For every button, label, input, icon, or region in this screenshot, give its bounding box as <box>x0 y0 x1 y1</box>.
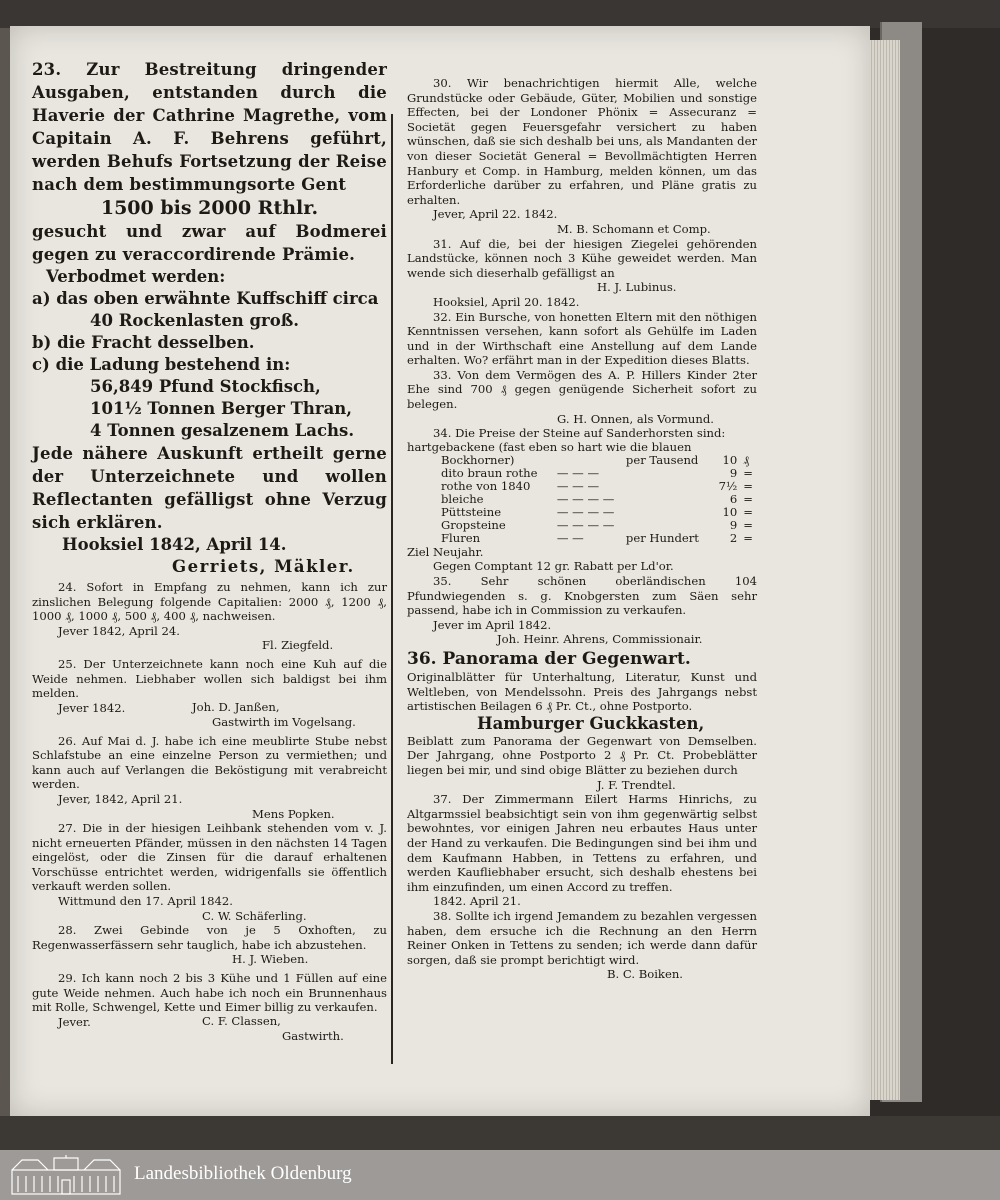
ad-36-text-b: Beiblatt zum Panorama der Gegenwart von Demselben. Der Jahrgang, ohne Postporto 2 ₰ Pr. Ct. Probeblätter liegen bei mir, und sind obige Blätter zu beziehen durch <box>407 733 757 777</box>
price-unit <box>626 506 714 519</box>
price-row <box>441 493 755 506</box>
price-value: 10 <box>722 504 738 519</box>
ad-35-date: Jever im April 1842. <box>433 617 552 632</box>
price-unit: per Tausend <box>625 452 699 467</box>
ad-26-signature: Mens Popken. <box>252 806 335 821</box>
scan-background-bottom <box>0 1116 1000 1150</box>
price-item-name: Püttsteine <box>441 504 502 519</box>
price-row <box>441 467 755 480</box>
ad-36-text: Originalblätter für Unterhaltung, Literatur, Kunst und Weltleben, von Mendelssohn. Preis des Jahrgangs nebst artistischen Beilagen 6 ₰ Pr. Ct., ohne Postporto. <box>407 670 757 714</box>
price-suffix: = <box>743 504 753 519</box>
ad-37-text: 37. Der Zimmermann Eilert Harms Hinrichs, zu Altgarmssiel beabsichtigt sein von ihm gegenwärtig selbst bewohntes, vor einigen Jahren neu erbautes Haus unter der Hand zu verkaufen. Die Bedingungen sind bei ihm und dem Kaufmann Habben, in Tettens zu erfahren, und werden Kaufliebhaber ersucht, sich deshalb ehestens bei ihm einzufinden, um einen Accord zu treffen. <box>407 792 757 894</box>
price-dashes: — — — — <box>556 517 615 532</box>
ad-23-text: 23. Zur Bestreitung dringender Ausgaben, entstanden durch die Haverie der Cathrine Magrethe, vom Capitain A. F. Behrens geführt, werden Behufs Fortsetzung der Reise nach dem bestimmungsorte Gent <box>32 60 387 194</box>
price-item-name: Gropsteine <box>441 517 506 532</box>
ad-38-text: 38. Sollte ich irgend Jemandem zu bezahlen vergessen haben, dem ersuche ich die Rechnung an den Herrn Reiner Onken in Tettens zu senden; ich werde dann dafür sorgen, daß sie prompt berichtigt wird. <box>407 908 757 967</box>
price-value: 6 <box>729 491 738 506</box>
ad-27-text: 27. Die in der hiesigen Leihbank stehenden vom v. J. nicht erneuerten Pfänder, müssen in den nächsten 14 Tagen eingelöst, oder die Zinsen für die darauf erhaltenen Vorschüsse entrichtet werden, widrigenfalls sie öffentlich verkauft werden sollen. <box>32 821 387 894</box>
ad-23-text-b: gesucht und zwar auf Bodmerei gegen zu veraccordirende Prämie. <box>32 222 387 264</box>
ad-23-item-a2: 40 Rockenlasten groß. <box>90 311 300 330</box>
price-item-name: rothe von 1840 <box>441 478 531 493</box>
ad-30-signature: M. B. Schomann et Comp. <box>557 221 711 236</box>
ad-25-signature-2: Gastwirth im Vogelsang. <box>212 714 356 729</box>
ad-23-item-c: c) die Ladung bestehend in: <box>32 355 291 374</box>
price-dashes: — — — — <box>556 504 615 519</box>
ad-28-text: 28. Zwei Gebinde von je 5 Oxhoften, zu Regenwasserfässern sehr tauglich, habe ich abzustehen. <box>32 923 387 952</box>
column-divider <box>391 114 393 1064</box>
left-column <box>32 58 387 1044</box>
price-value: 7½ <box>718 478 738 493</box>
right-column <box>407 58 757 982</box>
ad-32-text: 32. Ein Bursche, von honetten Eltern mit den nöthigen Kenntnissen versehen, kann sofort als Gehülfe im Laden und in der Wirthschaft eine Anstellung auf dem Lande erhalten. Wo? erfährt man in der Expedition dieses Blatts. <box>407 309 757 368</box>
ad-23-item-a: a) das oben erwähnte Kuffschiff circa <box>32 289 379 308</box>
price-unit <box>626 519 714 532</box>
ad-34-payment-term: Ziel Neujahr. <box>407 544 484 559</box>
ad-27-date: Wittmund den 17. April 1842. <box>58 894 233 909</box>
ad-27-signature: C. W. Schäferling. <box>202 908 307 923</box>
ad-34-text: 34. Die Preise der Steine auf Sanderhorsten sind: <box>433 426 726 441</box>
price-suffix: = <box>743 491 753 506</box>
ad-23-item-b: b) die Fracht desselben. <box>32 333 255 352</box>
price-value: 9 <box>729 517 738 532</box>
price-suffix: = <box>743 517 753 532</box>
stone-price-table <box>407 439 755 545</box>
price-dashes: — — — <box>556 478 600 493</box>
library-footer-bar <box>0 1150 1000 1200</box>
ad-29-place: Jever. <box>58 1014 91 1029</box>
ad-33-text: 33. Von dem Vermögen des A. P. Hillers Kinder 2ter Ehe sind 700 ₰ gegen genügende Sicherheit sofort zu belegen. <box>407 367 757 412</box>
scan-background-top <box>0 0 1000 28</box>
ad-28-signature: H. J. Wieben. <box>232 952 309 967</box>
ad-23-date: Hooksiel 1842, April 14. <box>62 535 287 554</box>
ad-29-signature-2: Gastwirth. <box>282 1029 344 1043</box>
ad-23-cargo-3: 4 Tonnen gesalzenem Lachs. <box>90 421 355 440</box>
ad-31-text: 31. Auf die, bei der hiesigen Ziegelei gehörenden Landstücke, können noch 3 Kühe geweidet werden. Man wende sich dieserhalb gefälligst an <box>407 236 757 280</box>
ad-35-text: 35. Sehr schönen oberländischen 104 Pfundwiegenden s. g. Knobgersten zum Säen sehr passend, habe ich in Commission zu verkaufen. <box>407 574 757 618</box>
book-spine-edge <box>0 28 10 1148</box>
price-value: 9 <box>729 465 738 480</box>
ad-37-date: 1842. April 21. <box>433 894 521 909</box>
ad-30-text: 30. Wir benachrichtigen hiermit Alle, welche Grundstücke oder Gebäude, Güter, Mobilien und sonstige Effecten, bei der Londoner Phönix = Assecuranz = Societät gegen Feuersgefahr versichert zu haben wünschen, daß sie sich deshalb bei uns, als Mandanten der von dieser Societät General = Bevollmächtigten Herren Hanbury et Comp. in Hamburg, melden können, um das Erforderliche darüber zu erfahren, und Pläne gratis zu erhalten. <box>407 76 757 207</box>
library-name: Landesbibliothek Oldenburg <box>134 1163 352 1184</box>
price-item-name: Bockhorner) <box>441 452 515 467</box>
ad-24-signature: Fl. Ziegfeld. <box>262 638 334 653</box>
price-row <box>441 532 755 545</box>
price-item-name: Fluren <box>441 530 481 545</box>
ad-23-signature: Gerriets, Mäkler. <box>172 557 355 576</box>
ad-23-cargo-1: 56,849 Pfund Stockfisch, <box>90 377 321 396</box>
price-value: 10 <box>722 452 738 467</box>
ad-29-text: 29. Ich kann noch 2 bis 3 Kühe und 1 Füllen auf eine gute Weide nehmen. Auch habe ich noch ein Brunnenhaus mit Rolle, Schwengel, Kette und Eimer billig zu verkaufen. <box>32 971 387 1015</box>
price-unit: per Hundert <box>625 530 699 545</box>
price-row <box>441 441 755 454</box>
ad-32-date: Hooksiel, April 20. 1842. <box>433 294 580 309</box>
price-dashes: — — — — <box>556 491 615 506</box>
price-row <box>441 480 755 493</box>
library-building-icon <box>8 1154 124 1196</box>
ad-36-subheading: Hamburger Guckkasten, <box>477 713 705 733</box>
ad-38-signature: B. C. Boiken. <box>607 967 683 982</box>
price-suffix: ₰ <box>743 452 750 467</box>
ad-31-signature: H. J. Lubinus. <box>597 280 677 295</box>
ad-25-text: 25. Der Unterzeichnete kann noch eine Kuh auf die Weide nehmen. Liebhaber wollen sich baldigst bei ihm melden. <box>32 656 387 701</box>
price-suffix: = <box>743 478 753 493</box>
price-unit <box>626 493 714 506</box>
newspaper-page <box>10 26 870 1116</box>
ad-26-text: 26. Auf Mai d. J. habe ich eine meublirte Stube nebst Schlafstube an eine einzelne Person zu vermiethen; und kann auch auf Verlangen die Beköstigung mit verabreicht werden. <box>32 733 387 792</box>
ad-25-date: Jever 1842. <box>58 700 126 715</box>
price-item-name: hartgebackene (fast eben so hart wie die blauen <box>407 439 692 454</box>
ad-23-verbodmet: Verbodmet werden: <box>46 267 226 286</box>
price-unit <box>626 467 714 480</box>
ad-29-signature: C. F. Classen, <box>202 1014 281 1029</box>
ad-34-discount: Gegen Comptant 12 gr. Rabatt per Ld'or. <box>433 559 674 574</box>
ad-23-amount: 1500 bis 2000 Rthlr. <box>100 197 319 219</box>
price-value: 2 <box>729 530 738 545</box>
price-item-name: bleiche <box>441 491 484 506</box>
price-row <box>441 519 755 532</box>
price-row <box>441 506 755 519</box>
ad-24-date: Jever 1842, April 24. <box>58 623 180 638</box>
ad-36-signature: J. F. Trendtel. <box>597 777 676 792</box>
price-unit <box>626 480 714 493</box>
ad-36-heading: 36. Panorama der Gegenwart. <box>407 649 691 669</box>
price-dashes: — — <box>556 530 584 545</box>
ad-33-signature: G. H. Onnen, als Vormund. <box>557 411 714 426</box>
price-dashes: — — — <box>556 465 600 480</box>
ad-24-text: 24. Sofort in Empfang zu nehmen, kann ich zur zinslichen Belegung folgende Capitalien: 2000 ₰, 1200 ₰, 1000 ₰, 1000 ₰, 500 ₰, 400 ₰, nachweisen. <box>32 580 387 624</box>
ad-23-text-d: Jede nähere Auskunft ertheilt gerne der Unterzeichnete und wollen Reflectanten gefälligst ohne Verzug sich erklären. <box>32 444 387 532</box>
price-suffix: = <box>743 465 753 480</box>
ad-25-signature: Joh. D. Janßen, <box>192 700 280 715</box>
price-suffix: = <box>743 530 753 545</box>
ad-35-signature: Joh. Heinr. Ahrens, Commissionair. <box>497 632 703 647</box>
price-item-name: dito braun rothe <box>441 465 538 480</box>
ad-30-date: Jever, April 22. 1842. <box>433 207 558 222</box>
ad-23-cargo-2: 101½ Tonnen Berger Thran, <box>90 399 353 418</box>
price-dashes <box>557 454 626 467</box>
price-row <box>441 454 755 467</box>
ad-26-date: Jever, 1842, April 21. <box>58 791 183 806</box>
